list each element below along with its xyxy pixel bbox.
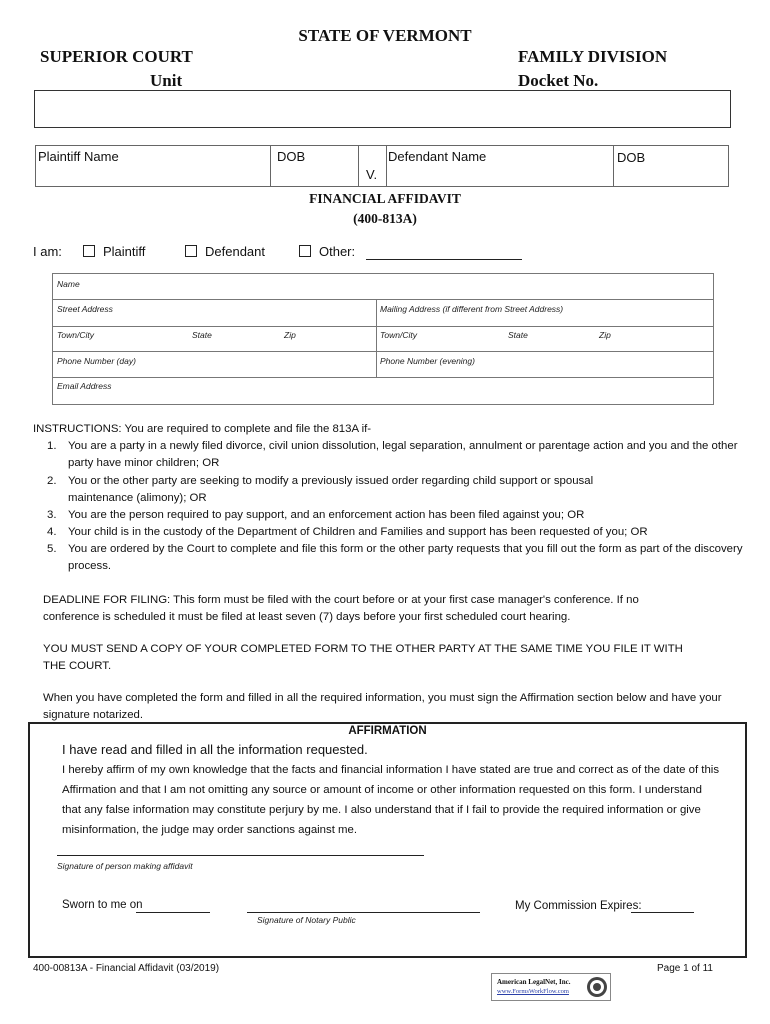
- street-address-field[interactable]: Street Address: [57, 304, 113, 314]
- state-field[interactable]: State: [192, 330, 212, 340]
- sworn-date-input[interactable]: [136, 912, 210, 913]
- town-city-field[interactable]: Town/City: [57, 330, 95, 340]
- affiant-signature-line[interactable]: [57, 855, 424, 856]
- checkbox-icon[interactable]: [83, 245, 95, 257]
- checkbox-icon[interactable]: [299, 245, 311, 257]
- page-number: Page 1 of 11: [657, 963, 713, 974]
- affirmation-box: [28, 722, 747, 958]
- notary-signature-label: Signature of Notary Public: [257, 915, 356, 925]
- notary-signature-line[interactable]: [247, 912, 480, 913]
- checkbox-icon[interactable]: [185, 245, 197, 257]
- phone-day-field[interactable]: Phone Number (day): [57, 356, 136, 366]
- name-field[interactable]: Name: [57, 279, 80, 289]
- logo-name: American LegalNet, Inc.: [497, 978, 571, 986]
- versus-label: V.: [366, 167, 378, 182]
- signature-notice: When you have completed the form and filled in all the required information, you must sign the Affirmation section below and have your signature notarized.: [43, 692, 722, 721]
- parties-table: [35, 145, 729, 187]
- plaintiff-dob-label: DOB: [277, 149, 306, 164]
- mailing-state-field[interactable]: State: [508, 330, 528, 340]
- sworn-label: Sworn to me on: [62, 899, 143, 911]
- phone-evening-field[interactable]: Phone Number (evening): [380, 356, 475, 366]
- role-other-option[interactable]: Other:: [299, 244, 355, 259]
- copy-notice: YOU MUST SEND A COPY OF YOUR COMPLETED FORM TO THE OTHER PARTY AT THE SAME TIME YOU FILE IT WITH THE COURT.: [43, 643, 683, 672]
- affiant-signature-label: Signature of person making affidavit: [57, 861, 193, 871]
- zip-field[interactable]: Zip: [284, 330, 296, 340]
- form-number: (400-813A): [353, 211, 417, 226]
- form-id: 400-00813A - Financial Affidavit (03/2019): [33, 963, 220, 974]
- other-role-input[interactable]: [366, 259, 522, 260]
- docket-label: Docket No.: [518, 71, 599, 90]
- instructions-intro: INSTRUCTIONS: You are required to complete and file the 813A if-: [33, 423, 372, 435]
- form-title: FINANCIAL AFFIDAVIT: [309, 191, 461, 206]
- contact-info-table: [52, 273, 714, 405]
- affirmation-statement: I have read and filled in all the information requested.: [62, 742, 368, 757]
- affirmation-title: AFFIRMATION: [348, 725, 427, 737]
- mailing-address-field[interactable]: Mailing Address (if different from Street Address): [380, 304, 564, 314]
- unit-docket-field[interactable]: [34, 90, 731, 128]
- commission-label: My Commission Expires:: [515, 900, 642, 912]
- commission-expiry-input[interactable]: [631, 912, 694, 913]
- role-plaintiff-option[interactable]: Plaintiff: [83, 244, 145, 259]
- logo-url: www.FormsWorkFlow.com: [497, 988, 569, 995]
- division-name: FAMILY DIVISION: [518, 47, 668, 66]
- defendant-dob-label: DOB: [617, 150, 646, 165]
- plaintiff-name-label: Plaintiff Name: [38, 149, 119, 164]
- role-defendant-option[interactable]: Defendant: [185, 244, 265, 259]
- email-field[interactable]: Email Address: [57, 381, 112, 391]
- state-title: STATE OF VERMONT: [298, 26, 472, 45]
- american-legalnet-logo: [491, 973, 611, 1001]
- role-prompt: I am:: [33, 244, 62, 259]
- affirmation-body: I hereby affirm of my own knowledge that the facts and financial information I have stated are true and correct as of the date of this Affirmation and that I am not omitting any source or amount of income or other information requested on this form. I understand that any false information may constitute perjury by me. I also understand that if I fail to provide the required information or give misinformation, the judge may order sanctions against me.: [62, 764, 720, 836]
- deadline-notice: DEADLINE FOR FILING: This form must be filed with the court before or at your first case manager's conference. If no conference is scheduled it must be filed at least seven (7) days before your first scheduled court hearing.: [43, 594, 639, 623]
- court-name: SUPERIOR COURT: [40, 47, 193, 66]
- mailing-town-city-field[interactable]: Town/City: [380, 330, 418, 340]
- legalnet-seal-icon: [586, 976, 608, 998]
- unit-label: Unit: [150, 71, 183, 90]
- defendant-name-label: Defendant Name: [388, 149, 487, 164]
- mailing-zip-field[interactable]: Zip: [599, 330, 611, 340]
